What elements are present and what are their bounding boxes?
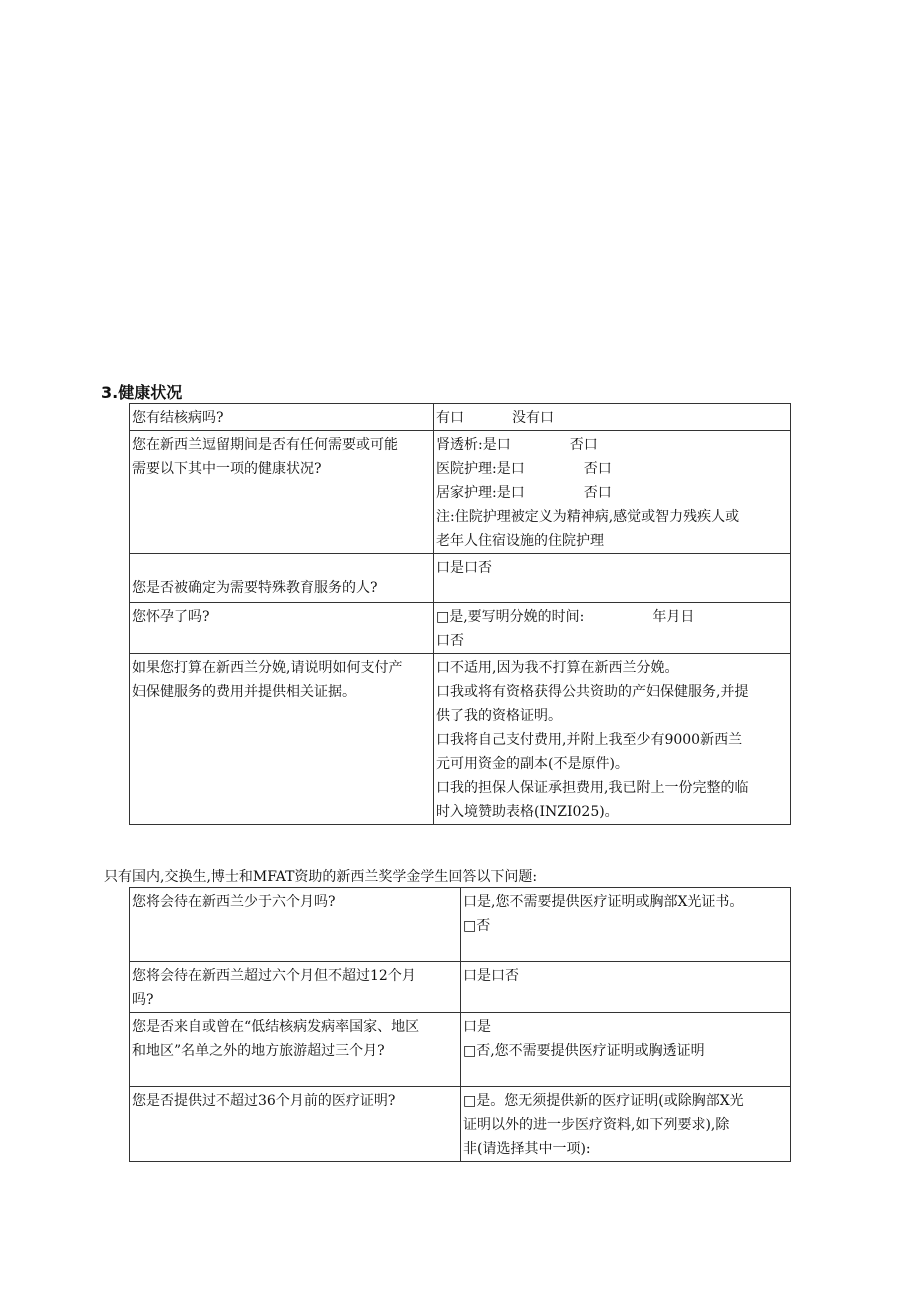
cert-yes-option-cont2: 非(请选择其中一项): <box>463 1141 591 1157</box>
travel-yes-option[interactable]: 口是 <box>463 1019 491 1035</box>
travel-no-option[interactable]: □否,您不需要提供医疗证明或胸透证明 <box>463 1043 705 1059</box>
due-date-field[interactable]: 年月日 <box>652 609 695 625</box>
birth-question-line1: 如果您打算在新西兰分娩,请说明如何支付产 <box>132 660 403 676</box>
birth-answer <box>434 654 791 825</box>
table-row <box>130 1087 791 1162</box>
birth-option-sponsor-cont: 时入境赞助表格(INZI025)。 <box>436 804 619 820</box>
birth-option-public-funded-cont: 供了我的资格证明。 <box>436 708 562 724</box>
tb-yes-option[interactable]: 有口 <box>436 410 464 426</box>
home-no-option[interactable]: 否口 <box>583 485 612 501</box>
tb-no-option[interactable]: 没有口 <box>512 410 554 426</box>
care-note-line1: 注:住院护理被定义为精神病,感觉或智力残疾人或 <box>436 509 740 525</box>
cert-question: 您是否提供过不超过36个月前的医疗证明? <box>130 1087 461 1162</box>
birth-question <box>130 654 434 825</box>
tb-answer <box>434 404 791 431</box>
birth-question-line2: 妇保健服务的费用并提供相关证据。 <box>132 684 356 700</box>
birth-option-public-funded[interactable]: 口我或将有资格获得公共资助的产妇保健服务,并提 <box>436 684 749 700</box>
dialysis-yes-option[interactable]: 肾透析:是口 <box>436 437 511 453</box>
stay-long-question <box>130 962 461 1013</box>
hospital-row <box>436 457 788 481</box>
table-row <box>130 554 791 603</box>
birth-option-sponsor[interactable]: 口我的担保人保证承担费用,我已附上一份完整的临 <box>436 780 749 796</box>
student-questions-table <box>129 887 791 1162</box>
table-row <box>130 962 791 1013</box>
stay-long-question-line1: 您将会待在新西兰超过六个月但不超过12个月 <box>132 968 416 984</box>
care-question-line2: 需要以下其中一项的健康状况? <box>132 461 322 477</box>
travel-question-line1: 您是否来自或曾在“低结核病发病率国家、地区 <box>132 1019 420 1035</box>
pregnant-yes-row <box>436 605 788 629</box>
intro-text: 只有国内,交换生,博士和MFAT资助的新西兰奖学金学生回答以下问题: <box>104 869 538 885</box>
table-row <box>130 1013 791 1087</box>
stay-short-question: 您将会待在新西兰少于六个月吗? <box>130 888 461 962</box>
travel-question <box>130 1013 461 1087</box>
tb-question: 您有结核病吗? <box>130 404 434 431</box>
travel-answer <box>461 1013 791 1087</box>
hospital-no-option[interactable]: 否口 <box>583 461 612 477</box>
pregnant-yes-option[interactable]: □是,要写明分娩的时间: <box>436 609 585 625</box>
cert-answer <box>461 1087 791 1162</box>
stay-short-yes-option[interactable]: 口是,您不需要提供医疗证明或胸部X光证书。 <box>463 894 744 910</box>
special-ed-question: 您是否被确定为需要特殊教育服务的人? <box>130 554 434 603</box>
table-row <box>130 603 791 654</box>
cert-yes-option[interactable]: □是。您无须提供新的医疗证明(或除胸部X光 <box>463 1093 744 1109</box>
birth-option-self-pay[interactable]: 口我将自己支付费用,并附上我至少有9000新西兰 <box>436 732 743 748</box>
dialysis-no-option[interactable]: 否口 <box>569 437 598 453</box>
care-note-line2: 老年人住宿设施的住院护理 <box>436 533 604 549</box>
home-row <box>436 481 788 505</box>
dialysis-row <box>436 433 788 457</box>
stay-short-no-option[interactable]: □否 <box>463 918 491 934</box>
birth-option-not-applicable[interactable]: 口不适用,因为我不打算在新西兰分娩。 <box>436 660 679 676</box>
birth-option-self-pay-cont: 元可用资金的副本(不是原件)。 <box>436 756 629 772</box>
pregnant-answer <box>434 603 791 654</box>
stay-long-question-line2: 吗? <box>132 992 154 1008</box>
table-row <box>130 431 791 554</box>
table-row <box>130 654 791 825</box>
pregnant-no-option[interactable]: 口否 <box>436 633 464 649</box>
table-row <box>130 404 791 431</box>
table-row <box>130 888 791 962</box>
travel-question-line2: 和地区”名单之外的地方旅游超过三个月? <box>132 1043 385 1059</box>
stay-short-answer <box>461 888 791 962</box>
stay-long-answer[interactable]: 口是口否 <box>461 962 791 1013</box>
cert-yes-option-cont1: 证明以外的进一步医疗资料,如下列要求),除 <box>463 1117 730 1133</box>
health-status-table <box>129 403 791 825</box>
section-title: 3.健康状况 <box>101 383 183 402</box>
home-yes-option[interactable]: 居家护理:是口 <box>436 485 525 501</box>
care-question-line1: 您在新西兰逗留期间是否有任何需要或可能 <box>132 437 398 453</box>
care-answer <box>434 431 791 554</box>
care-question <box>130 431 434 554</box>
pregnant-question: 您怀孕了吗? <box>130 603 434 654</box>
special-ed-answer[interactable]: 口是口否 <box>434 554 791 603</box>
hospital-yes-option[interactable]: 医院护理:是口 <box>436 461 525 477</box>
